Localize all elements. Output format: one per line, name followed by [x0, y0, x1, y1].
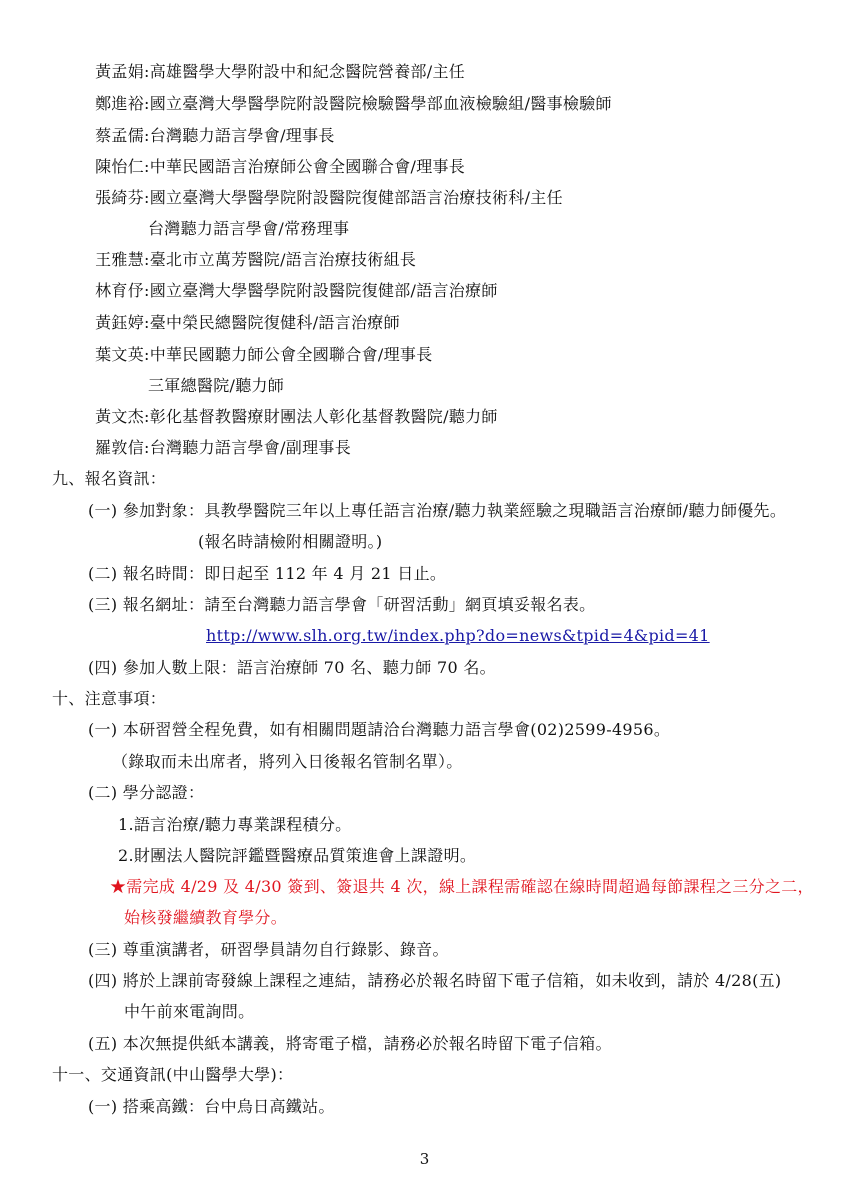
credit-item-2: 2.財團法人醫院評鑑暨醫療品質策進會上課證明。	[118, 846, 477, 865]
speaker-row	[88, 281, 498, 301]
separator: :	[144, 281, 150, 300]
section-10-heading: 十、注意事項：	[52, 689, 167, 708]
section-9-item-2: (二) 報名時間：即日起至 112 年 4 月 21 日止。	[88, 564, 447, 583]
speaker-affiliation: 高雄醫學大學附設中和紀念醫院營養部/主任	[149, 62, 466, 81]
speaker-affiliation: 彰化基督教醫療財團法人彰化基督教醫院/聽力師	[149, 407, 498, 426]
separator: :	[144, 313, 150, 332]
separator: :	[144, 188, 150, 207]
speaker-row	[88, 407, 498, 427]
separator: :	[144, 62, 150, 81]
section-9-item-3: (三) 報名網址：請至台灣聽力語言學會「研習活動」網頁填妥報名表。	[88, 595, 596, 614]
speaker-name: 黃鈺婷	[95, 313, 144, 332]
section-9-item-1: (一) 參加對象：具教學醫院三年以上專任語言治療/聽力執業經驗之現職語言治療師/聽力師優先。	[88, 501, 787, 520]
speaker-row	[88, 188, 563, 208]
speaker-affiliation-continued: 三軍總醫院/聽力師	[148, 376, 285, 395]
section-11-item-1: (一) 搭乘高鐵：台中烏日高鐵站。	[88, 1097, 335, 1116]
section-10-item-5: (五) 本次無提供紙本講義，將寄電子檔，請務必於報名時留下電子信箱。	[88, 1034, 612, 1053]
speaker-row	[88, 345, 433, 365]
registration-link[interactable]: http://www.slh.org.tw/index.php?do=news&tpid=4&pid=41	[206, 626, 710, 645]
section-9-heading: 九、報名資訊：	[52, 469, 167, 488]
separator: :	[144, 126, 150, 145]
page-number: 3	[419, 1150, 430, 1168]
section-9-item-1-note: (報名時請檢附相關證明。)	[198, 532, 383, 551]
separator: :	[144, 345, 150, 364]
speaker-row	[88, 157, 465, 177]
section-10-item-1: (一) 本研習營全程免費，如有相關問題請洽台灣聽力語言學會(02)2599-4956。	[88, 720, 671, 739]
section-10-item-1-note: （錄取而未出席者，將列入日後報名管制名單）。	[112, 752, 463, 771]
separator: :	[144, 250, 150, 269]
credit-item-1: 1.語言治療/聽力專業課程積分。	[118, 815, 352, 834]
separator: :	[144, 94, 150, 113]
speaker-affiliation: 中華民國語言治療師公會全國聯合會/理事長	[149, 157, 466, 176]
speaker-name: 黃文杰	[95, 407, 144, 426]
speaker-name: 葉文英	[95, 345, 144, 364]
speaker-row	[88, 126, 335, 146]
speaker-row	[88, 94, 612, 114]
speaker-row	[88, 62, 465, 82]
speaker-affiliation: 台灣聽力語言學會/理事長	[149, 126, 335, 145]
speaker-name: 林育伃	[95, 281, 144, 300]
separator: :	[144, 438, 150, 457]
speaker-name: 蔡孟儒	[95, 126, 144, 145]
section-9-item-4: (四) 參加人數上限：語言治療師 70 名、聽力師 70 名。	[88, 658, 496, 677]
speaker-affiliation: 台灣聽力語言學會/副理事長	[149, 438, 351, 457]
warning-note: ★需完成 4/29 及 4/30 簽到、簽退共 4 次，線上課程需確認在線時間超過每節課程之三分之二，	[110, 877, 814, 896]
speaker-affiliation: 國立臺灣大學醫學院附設醫院復健部/語言治療師	[149, 281, 498, 300]
speaker-row	[88, 438, 351, 458]
section-10-item-3: (三) 尊重演講者，研習學員請勿自行錄影、錄音。	[88, 940, 449, 959]
speaker-name: 羅敦信	[95, 438, 144, 457]
separator: :	[144, 157, 150, 176]
speaker-affiliation: 國立臺灣大學醫學院附設醫院復健部語言治療技術科/主任	[149, 188, 563, 207]
section-10-item-4-continued: 中午前來電詢問。	[124, 1002, 255, 1021]
speaker-name: 張綺芬	[95, 188, 144, 207]
speaker-name: 黃孟娟	[95, 62, 144, 81]
speaker-affiliation: 臺中榮民總醫院復健科/語言治療師	[149, 313, 400, 332]
speaker-row	[88, 250, 416, 270]
section-10-item-2: (二) 學分認證：	[88, 783, 205, 802]
speaker-affiliation-continued: 台灣聽力語言學會/常務理事	[148, 219, 350, 238]
speaker-name: 鄭進裕	[95, 94, 144, 113]
speaker-affiliation: 臺北市立萬芳醫院/語言治療技術組長	[149, 250, 417, 269]
warning-note-continued: 始核發繼續教育學分。	[124, 908, 288, 927]
separator: :	[144, 407, 150, 426]
speaker-affiliation: 國立臺灣大學醫學院附設醫院檢驗醫學部血液檢驗組/醫事檢驗師	[149, 94, 612, 113]
speaker-name: 陳怡仁	[95, 157, 144, 176]
speaker-row	[88, 313, 400, 333]
section-11-heading: 十一、交通資訊(中山醫學大學)：	[52, 1065, 294, 1084]
speaker-affiliation: 中華民國聽力師公會全國聯合會/理事長	[149, 345, 433, 364]
speaker-name: 王雅慧	[95, 250, 144, 269]
section-10-item-4: (四) 將於上課前寄發線上課程之連結，請務必於報名時留下電子信箱，如未收到，請於 4/28(五)	[88, 971, 782, 990]
